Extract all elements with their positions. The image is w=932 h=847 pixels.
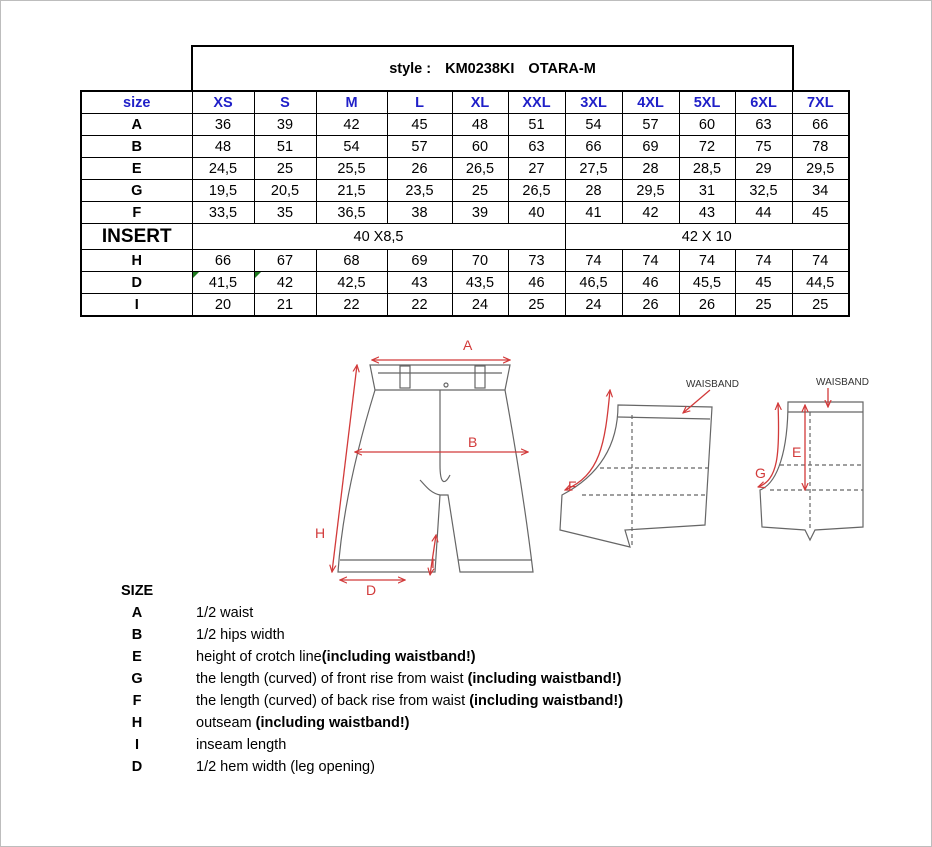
corner-label: size: [81, 91, 192, 114]
measurement-row: [81, 180, 849, 202]
legend-key: H: [131, 715, 143, 731]
legend-text: 1/2 hem width (leg opening): [196, 759, 375, 775]
measurement-row: [81, 136, 849, 158]
legend-key: F: [132, 693, 142, 709]
measurement-cell: 66: [565, 136, 622, 158]
measurement-cell: 74: [792, 250, 849, 272]
legend-description: [196, 693, 623, 709]
measurement-cell: 60: [452, 136, 508, 158]
diagram-label-a: A: [463, 337, 473, 353]
diagram-label-e: E: [792, 444, 802, 460]
measurement-cell: 32,5: [735, 180, 792, 202]
measurement-cell: 22: [387, 294, 452, 317]
size-header-cell: 3XL: [565, 91, 622, 114]
measurement-cell: 42: [622, 202, 679, 224]
size-header-cell: M: [316, 91, 387, 114]
measurement-cell: 51: [254, 136, 316, 158]
measurement-cell: 39: [254, 114, 316, 136]
measurement-cell: 44: [735, 202, 792, 224]
waistband-label-back: WAISBAND: [686, 379, 739, 390]
measurement-row: [81, 250, 849, 272]
measurement-cell: 28: [565, 180, 622, 202]
measurement-cell: 26,5: [508, 180, 565, 202]
legend-title: SIZE: [121, 583, 154, 599]
insert-label: INSERT: [81, 224, 192, 250]
measurement-cell: 74: [735, 250, 792, 272]
legend-description: [196, 737, 286, 753]
measurement-cell: 43,5: [452, 272, 508, 294]
measurement-label: G: [81, 180, 192, 202]
measurement-cell: 36: [192, 114, 254, 136]
measurement-cell: 31: [679, 180, 735, 202]
measurement-cell: 19,5: [192, 180, 254, 202]
measurement-cell: 40: [508, 202, 565, 224]
measurement-cell: 26: [622, 294, 679, 317]
measurement-cell: 25: [508, 294, 565, 317]
measurement-row: [81, 272, 849, 294]
legend-description: [196, 671, 621, 687]
measurement-cell: 68: [316, 250, 387, 272]
size-header-cell: 5XL: [679, 91, 735, 114]
measurement-row: [81, 114, 849, 136]
measurement-cell: 66: [192, 250, 254, 272]
measurement-cell: 45: [387, 114, 452, 136]
measurement-cell: 78: [792, 136, 849, 158]
insert-value-small: 40 X8,5: [192, 224, 565, 250]
measurement-cell: 28,5: [679, 158, 735, 180]
size-header-cell: XXL: [508, 91, 565, 114]
legend-key: E: [132, 649, 142, 665]
measurement-cell: 46: [622, 272, 679, 294]
measurement-label: I: [81, 294, 192, 317]
legend-key: G: [131, 671, 143, 687]
legend-text: 1/2 waist: [196, 605, 254, 621]
measurement-cell: 69: [387, 250, 452, 272]
measurement-cell: 24: [452, 294, 508, 317]
measurement-cell: 69: [622, 136, 679, 158]
size-header-cell: 4XL: [622, 91, 679, 114]
measurement-cell: 45,5: [679, 272, 735, 294]
style-header: [191, 45, 794, 91]
legend-note: (including waistband!): [255, 715, 410, 731]
legend-text: 1/2 hips width: [196, 627, 285, 643]
diagram-label-i: I: [431, 555, 435, 571]
legend-key: D: [131, 759, 143, 775]
measurement-row: [81, 294, 849, 317]
legend-text: inseam length: [196, 737, 287, 753]
measurement-cell: 27,5: [565, 158, 622, 180]
measurement-cell: 46: [508, 272, 565, 294]
size-chart-table: [80, 90, 850, 317]
measurement-cell: 36,5: [316, 202, 387, 224]
insert-value-large: 42 X 10: [565, 224, 849, 250]
measurement-cell: 45: [735, 272, 792, 294]
measurement-cell: 25: [254, 158, 316, 180]
back-rise-drawing: [560, 405, 712, 547]
legend-note: (including waistband!): [469, 693, 624, 709]
measurement-cell: 24: [565, 294, 622, 317]
size-header-cell: S: [254, 91, 316, 114]
waistband-label-front: WAISBAND: [816, 377, 869, 388]
measurement-cell: 24,5: [192, 158, 254, 180]
measurement-cell: 34: [792, 180, 849, 202]
measurement-cell: 46,5: [565, 272, 622, 294]
measurement-cell: 48: [192, 136, 254, 158]
measurement-cell: 44,5: [792, 272, 849, 294]
measurement-cell: 21: [254, 294, 316, 317]
measurement-cell: 29,5: [792, 158, 849, 180]
measurement-cell: 22: [316, 294, 387, 317]
size-header-cell: 6XL: [735, 91, 792, 114]
measurement-cell: 27: [508, 158, 565, 180]
measurement-cell: 45: [792, 202, 849, 224]
measurement-cell: 38: [387, 202, 452, 224]
measurement-row: [81, 158, 849, 180]
measurement-cell: 72: [679, 136, 735, 158]
measurement-cell: 63: [735, 114, 792, 136]
shorts-measurement-diagram: [300, 335, 880, 597]
measurement-cell: 51: [508, 114, 565, 136]
measurement-row: [81, 202, 849, 224]
legend-text: height of crotch line: [196, 649, 322, 665]
style-label: style :: [389, 61, 432, 77]
size-header-row: [81, 91, 849, 114]
measurement-label: F: [81, 202, 192, 224]
measurement-cell: 73: [508, 250, 565, 272]
style-name: OTARA-M: [528, 61, 596, 77]
measurement-cell: 74: [622, 250, 679, 272]
measurement-cell: 41,5: [192, 272, 254, 294]
measurement-cell: 48: [452, 114, 508, 136]
insert-row: [81, 224, 849, 250]
measurement-cell: 25: [735, 294, 792, 317]
measurement-cell: 20: [192, 294, 254, 317]
measurement-cell: 25: [792, 294, 849, 317]
measurement-cell: 25: [452, 180, 508, 202]
size-header-cell: L: [387, 91, 452, 114]
measurement-cell: 21,5: [316, 180, 387, 202]
measurement-cell: 43: [387, 272, 452, 294]
measurement-cell: 57: [387, 136, 452, 158]
measurement-cell: 66: [792, 114, 849, 136]
measurement-cell: 23,5: [387, 180, 452, 202]
legend-text: the length (curved) of front rise from waist: [196, 671, 468, 687]
legend-description: [196, 715, 410, 731]
measurement-cell: 20,5: [254, 180, 316, 202]
style-code: KM0238KI: [445, 61, 515, 77]
measurement-cell: 35: [254, 202, 316, 224]
measurement-label: B: [81, 136, 192, 158]
measurement-cell: 26: [679, 294, 735, 317]
legend-text: the length (curved) of back rise from waist: [196, 693, 470, 709]
measurement-cell: 75: [735, 136, 792, 158]
measurement-cell: 26: [387, 158, 452, 180]
measurement-label: A: [81, 114, 192, 136]
legend-description: [196, 627, 285, 643]
measurement-cell: 74: [679, 250, 735, 272]
measurement-cell: 33,5: [192, 202, 254, 224]
measurement-cell: 54: [565, 114, 622, 136]
legend-key: B: [131, 627, 143, 643]
legend-description: [196, 605, 253, 621]
legend-key: A: [131, 605, 143, 621]
legend-note: (including waistband!): [321, 649, 476, 665]
measure-lines: [332, 360, 528, 580]
diagram-label-g: G: [755, 465, 766, 481]
measurement-label: D: [81, 272, 192, 294]
measurement-cell: 42,5: [316, 272, 387, 294]
legend-description: [196, 649, 476, 665]
measurement-cell: 42: [316, 114, 387, 136]
diagram-label-h: H: [315, 525, 326, 541]
size-header-cell: XL: [452, 91, 508, 114]
measurement-cell: 43: [679, 202, 735, 224]
measurement-cell: 54: [316, 136, 387, 158]
diagram-label-d: D: [366, 582, 377, 597]
diagram-label-f: F: [568, 478, 577, 494]
measurement-cell: 57: [622, 114, 679, 136]
measurement-cell: 28: [622, 158, 679, 180]
size-header-cell: 7XL: [792, 91, 849, 114]
measurement-cell: 42: [254, 272, 316, 294]
measurement-label: E: [81, 158, 192, 180]
diagram-label-b: B: [468, 434, 478, 450]
measurement-cell: 29,5: [622, 180, 679, 202]
measurement-cell: 60: [679, 114, 735, 136]
measurement-cell: 41: [565, 202, 622, 224]
measurement-label: H: [81, 250, 192, 272]
legend-key: I: [134, 737, 140, 753]
measurement-cell: 74: [565, 250, 622, 272]
measurement-cell: 63: [508, 136, 565, 158]
measurement-cell: 29: [735, 158, 792, 180]
legend-text: outseam: [196, 715, 256, 731]
measurement-cell: 70: [452, 250, 508, 272]
measurement-cell: 39: [452, 202, 508, 224]
front-rise-drawing: [760, 402, 863, 540]
size-header-cell: XS: [192, 91, 254, 114]
legend-note: (including waistband!): [467, 671, 622, 687]
measurement-cell: 25,5: [316, 158, 387, 180]
legend-description: [196, 759, 375, 775]
measurement-cell: 26,5: [452, 158, 508, 180]
measurement-cell: 67: [254, 250, 316, 272]
